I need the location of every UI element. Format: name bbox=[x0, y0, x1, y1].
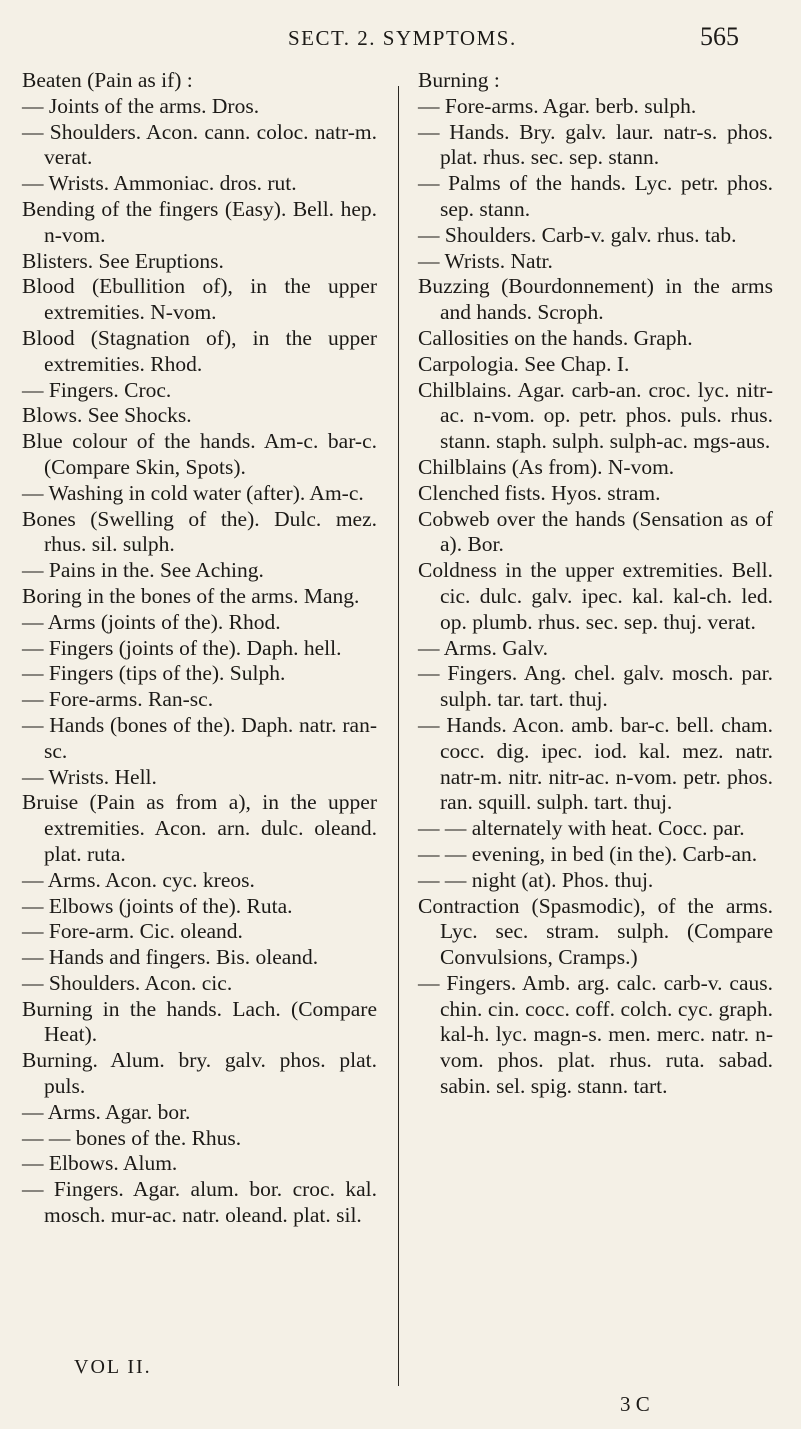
entry: Blue colour of the hands. Am-c. bar-c. (Compare Skin, Spots). bbox=[22, 429, 377, 479]
entry: Blood (Stagnation of), in the upper extremities. Rhod. bbox=[22, 325, 377, 376]
entry: — Hands and fingers. Bis. oleand. bbox=[22, 945, 319, 970]
entry: Chilblains (As from). N-vom. bbox=[418, 454, 675, 479]
entry: Burning : bbox=[418, 68, 500, 92]
entry: Buzzing (Bourdonnement) in the arms and hands. Scroph. bbox=[418, 274, 773, 325]
right-column bbox=[418, 68, 773, 1100]
section-title: SECT. 2. SYMPTOMS. bbox=[288, 26, 517, 50]
entry: — Fingers (tips of the). Sulph. bbox=[22, 661, 286, 686]
entry: — Fingers. Amb. arg. calc. carb-v. caus. chin. cin. cocc. coff. colch. cyc. graph. kal-h. lyc. magn-s. men. merc. natr. n-vom. phos. plat. rhus. ruta. sabad. sabin. sel. spig. stann. tart. bbox=[418, 970, 773, 1099]
entry: — Shoulders. Carb-v. galv. rhus. tab. bbox=[418, 222, 737, 247]
entry: — Elbows. Alum. bbox=[22, 1151, 178, 1176]
entry: — Wrists. Natr. bbox=[418, 248, 553, 273]
entry: — Fingers. Croc. bbox=[22, 377, 172, 402]
entry: Blisters. See Eruptions. bbox=[22, 248, 224, 273]
entry: — Wrists. Ammoniac. dros. rut. bbox=[22, 171, 297, 196]
entry: — Arms. Agar. bor. bbox=[22, 1099, 191, 1124]
entry: — — alternately with heat. Cocc. par. bbox=[418, 816, 745, 841]
entry: — Arms (joints of the). Rhod. bbox=[22, 609, 281, 634]
entry: Cobweb over the hands (Sensation as of a). Bor. bbox=[418, 506, 773, 557]
entry: — Shoulders. Acon. cic. bbox=[22, 970, 233, 995]
entry: — Palms of the hands. Lyc. petr. phos. sep. stann. bbox=[418, 171, 773, 221]
entry: — Fore-arms. Ran-sc. bbox=[22, 687, 214, 712]
entry: — Fingers. Ang. chel. galv. mosch. par. sulph. tar. tart. thuj. bbox=[418, 661, 773, 712]
entry: Beaten (Pain as if) : bbox=[22, 68, 193, 92]
entry: — Pains in the. See Aching. bbox=[22, 558, 264, 583]
entry: — Arms. Acon. cyc. kreos. bbox=[22, 867, 255, 892]
entry: — Fore-arm. Cic. oleand. bbox=[22, 919, 243, 944]
entry: Bruise (Pain as from a), in the upper extremities. Acon. arn. dulc. oleand. plat. ruta. bbox=[22, 790, 377, 866]
signature-mark: 3 C bbox=[620, 1392, 650, 1416]
entry: Carpologia. See Chap. I. bbox=[418, 351, 630, 376]
entry: Blows. See Shocks. bbox=[22, 403, 192, 428]
page-number: 565 bbox=[700, 22, 739, 51]
left-column bbox=[22, 68, 377, 1229]
entry: — Fingers. Agar. alum. bor. croc. kal. mosch. mur-ac. natr. oleand. plat. sil. bbox=[22, 1177, 377, 1228]
entry: — — night (at). Phos. thuj. bbox=[418, 867, 654, 892]
running-header bbox=[0, 18, 801, 58]
entry: Bones (Swelling of the). Dulc. mez. rhus. sil. sulph. bbox=[22, 506, 377, 557]
entry: Chilblains. Agar. carb-an. croc. lyc. nitr-ac. n-vom. op. petr. phos. puls. rhus. stann. staph. sulph. sulph-ac. mgs-aus. bbox=[418, 377, 773, 454]
volume-label: VOL II. bbox=[74, 1356, 152, 1378]
entry: Boring in the bones of the arms. Mang. bbox=[22, 583, 360, 608]
entry: — Joints of the arms. Dros. bbox=[22, 93, 260, 118]
entry: — Fore-arms. Agar. berb. sulph. bbox=[418, 93, 697, 118]
entry: — Washing in cold water (after). Am-c. bbox=[22, 480, 364, 505]
entry: Blood (Ebullition of), in the upper extremities. N-vom. bbox=[22, 274, 377, 325]
entry: — Hands. Bry. galv. laur. natr-s. phos. plat. rhus. sec. sep. stann. bbox=[418, 119, 773, 170]
entry: — Hands. Acon. amb. bar-c. bell. cham. cocc. dig. ipec. iod. kal. mez. natr. natr-m. nitr. nitr-ac. n-vom. petr. phos. ran. squill. sulph. tart. thuj. bbox=[418, 712, 773, 815]
entry: — Fingers (joints of the). Daph. hell. bbox=[22, 635, 342, 660]
entry: Contraction (Spasmodic), of the arms. Lyc. sec. stram. sulph. (Compare Convulsions, Cramps.) bbox=[418, 893, 773, 970]
entry: Bending of the fingers (Easy). Bell. hep. n-vom. bbox=[22, 196, 377, 247]
entry: — Shoulders. Acon. cann. coloc. natr-m. verat. bbox=[22, 119, 377, 170]
entry: — Hands (bones of the). Daph. natr. ran-sc. bbox=[22, 712, 377, 763]
entry: Clenched fists. Hyos. stram. bbox=[418, 480, 661, 505]
entry: Callosities on the hands. Graph. bbox=[418, 325, 693, 350]
entry: — Arms. Galv. bbox=[418, 635, 548, 660]
entry: — — evening, in bed (in the). Carb-an. bbox=[418, 841, 758, 866]
entry: — Elbows (joints of the). Ruta. bbox=[22, 893, 293, 918]
entry: Burning in the hands. Lach. (Compare Heat). bbox=[22, 996, 377, 1047]
entry: Burning. Alum. bry. galv. phos. plat. puls. bbox=[22, 1048, 377, 1099]
entry: Coldness in the upper extremities. Bell. cic. dulc. galv. ipec. kal. kal-ch. led. op. plumb. rhus. sec. sep. thuj. verat. bbox=[418, 558, 773, 634]
entry: — — bones of the. Rhus. bbox=[22, 1125, 242, 1150]
column-divider bbox=[398, 86, 399, 1386]
entry: — Wrists. Hell. bbox=[22, 764, 157, 789]
